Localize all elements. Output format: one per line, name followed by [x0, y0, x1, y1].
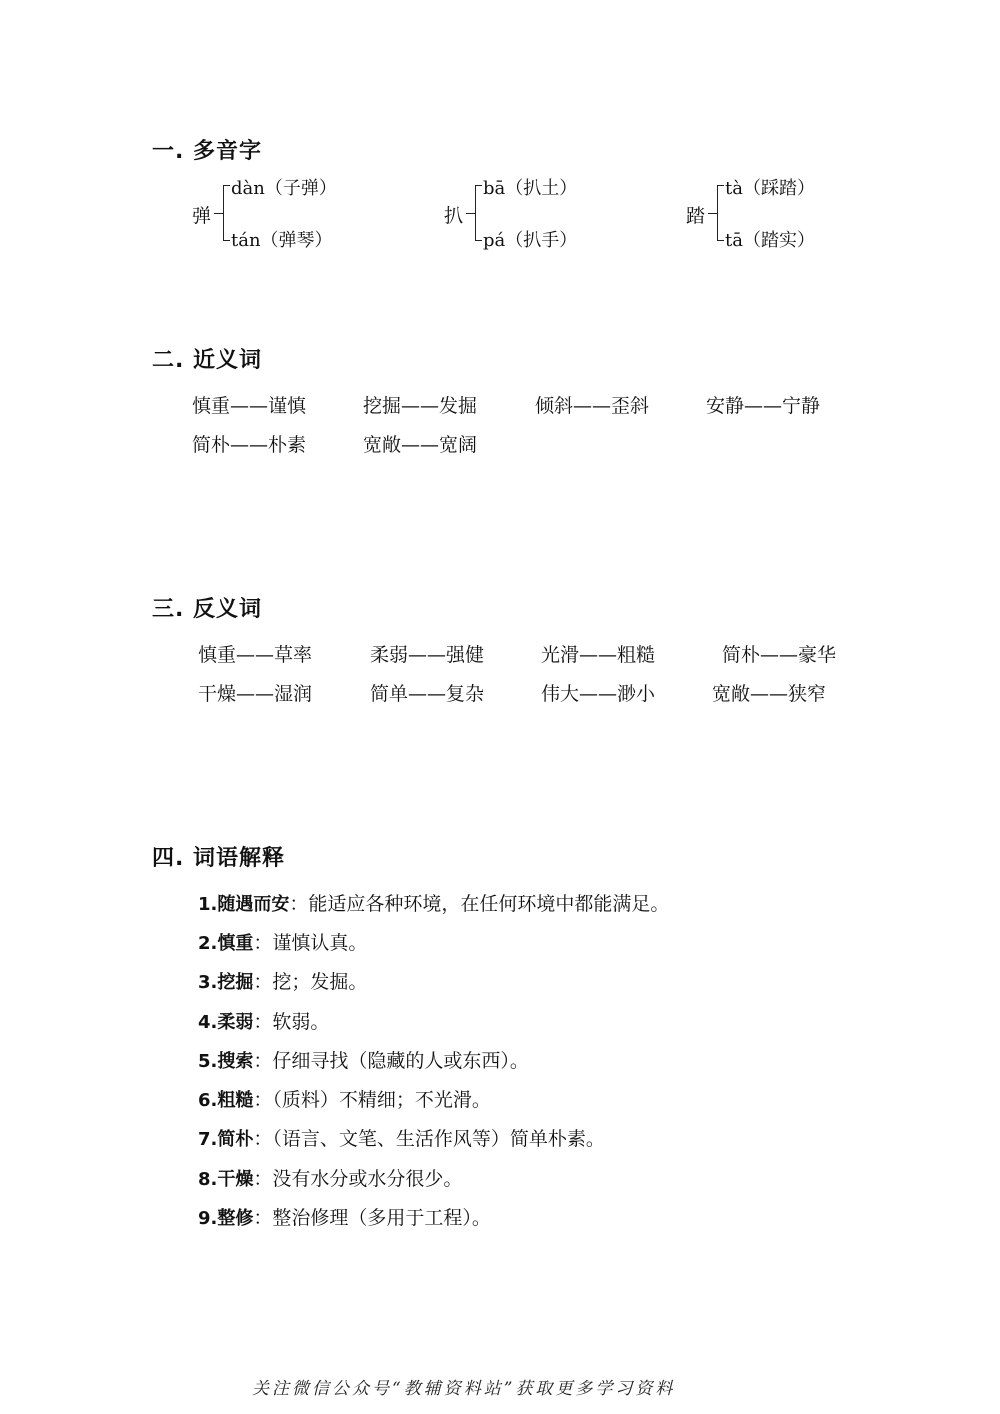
definition-text: ：谨慎认真。	[253, 932, 368, 954]
antonym-pair: 伟大——渺小	[541, 683, 656, 705]
definition-item	[198, 1085, 491, 1112]
definition-item	[198, 1164, 462, 1191]
definition-term: 柔弱	[217, 1012, 254, 1033]
definition-number: 4.	[198, 1012, 218, 1033]
poly-char: 弹	[192, 205, 212, 227]
definition-item	[198, 1203, 491, 1230]
definition-text: ：软弱。	[253, 1011, 330, 1033]
brace	[475, 185, 482, 241]
definition-term: 简朴	[217, 1129, 254, 1150]
definition-text: ：能适应各种环境，在任何环境中都能满足。	[289, 893, 670, 915]
poly-reading-top: bā（扒土）	[483, 178, 578, 199]
poly-char: 扒	[444, 205, 464, 227]
antonym-pair: 简朴——豪华	[722, 644, 837, 666]
poly-reading-bottom: tán（弹琴）	[231, 230, 333, 251]
poly-reading-top: tà（踩踏）	[725, 178, 815, 199]
definition-term: 慎重	[217, 933, 254, 954]
poly-char: 踏	[686, 205, 706, 227]
definition-number: 2.	[198, 933, 218, 954]
definition-number: 8.	[198, 1169, 218, 1190]
antonym-pair: 光滑——粗糙	[541, 644, 656, 666]
definition-text: ：仔细寻找（隐藏的人或东西）。	[253, 1050, 529, 1072]
definition-term: 搜索	[217, 1051, 254, 1072]
antonym-pair: 柔弱——强健	[370, 644, 485, 666]
definition-item	[198, 1124, 605, 1151]
definition-item	[198, 967, 367, 994]
definition-item	[198, 1007, 329, 1034]
section-title-synonyms: 二. 近义词	[152, 348, 263, 373]
brace	[717, 185, 724, 241]
definition-text: ：挖；发掘。	[253, 971, 368, 993]
definition-text: ：没有水分或水分很少。	[253, 1168, 463, 1190]
definition-item	[198, 1046, 529, 1073]
synonym-pair: 宽敞——宽阔	[363, 434, 478, 456]
synonym-pair: 挖掘——发掘	[363, 395, 478, 417]
synonym-pair: 慎重——谨慎	[192, 395, 307, 417]
definition-term: 干燥	[217, 1169, 254, 1190]
definition-term: 粗糙	[217, 1090, 254, 1111]
poly-reading-bottom: tā（踏实）	[725, 230, 815, 251]
section-title-polyphonic: 一. 多音字	[152, 139, 263, 164]
definition-number: 5.	[198, 1051, 218, 1072]
definition-number: 7.	[198, 1129, 218, 1150]
definition-term: 挖掘	[217, 972, 254, 993]
definition-item	[198, 928, 367, 955]
definition-text: ：（质料）不精细；不光滑。	[253, 1089, 491, 1111]
definition-item	[198, 889, 669, 916]
definition-term: 随遇而安	[217, 894, 290, 915]
antonym-pair: 简单——复杂	[370, 683, 485, 705]
definition-number: 1.	[198, 894, 218, 915]
section-title-antonyms: 三. 反义词	[152, 597, 263, 622]
section-title-definitions: 四. 词语解释	[152, 846, 286, 871]
definition-number: 9.	[198, 1208, 218, 1229]
antonym-pair: 慎重——草率	[198, 644, 313, 666]
antonym-pair: 宽敞——狭窄	[712, 683, 827, 705]
brace	[223, 185, 230, 241]
definition-number: 6.	[198, 1090, 218, 1111]
definition-term: 整修	[217, 1208, 254, 1229]
definition-text: ：（语言、文笔、生活作风等）简单朴素。	[253, 1128, 605, 1150]
antonym-pair: 干燥——湿润	[198, 683, 313, 705]
synonym-pair: 倾斜——歪斜	[535, 395, 650, 417]
footer-promo-text: 关注微信公众号“教辅资料站”获取更多学习资料	[252, 1379, 676, 1399]
synonym-pair: 简朴——朴素	[192, 434, 307, 456]
poly-reading-top: dàn（子弹）	[231, 178, 337, 199]
poly-reading-bottom: pá（扒手）	[483, 230, 578, 251]
definition-number: 3.	[198, 972, 218, 993]
definition-text: ：整治修理（多用于工程）。	[253, 1207, 491, 1229]
synonym-pair: 安静——宁静	[706, 395, 821, 417]
